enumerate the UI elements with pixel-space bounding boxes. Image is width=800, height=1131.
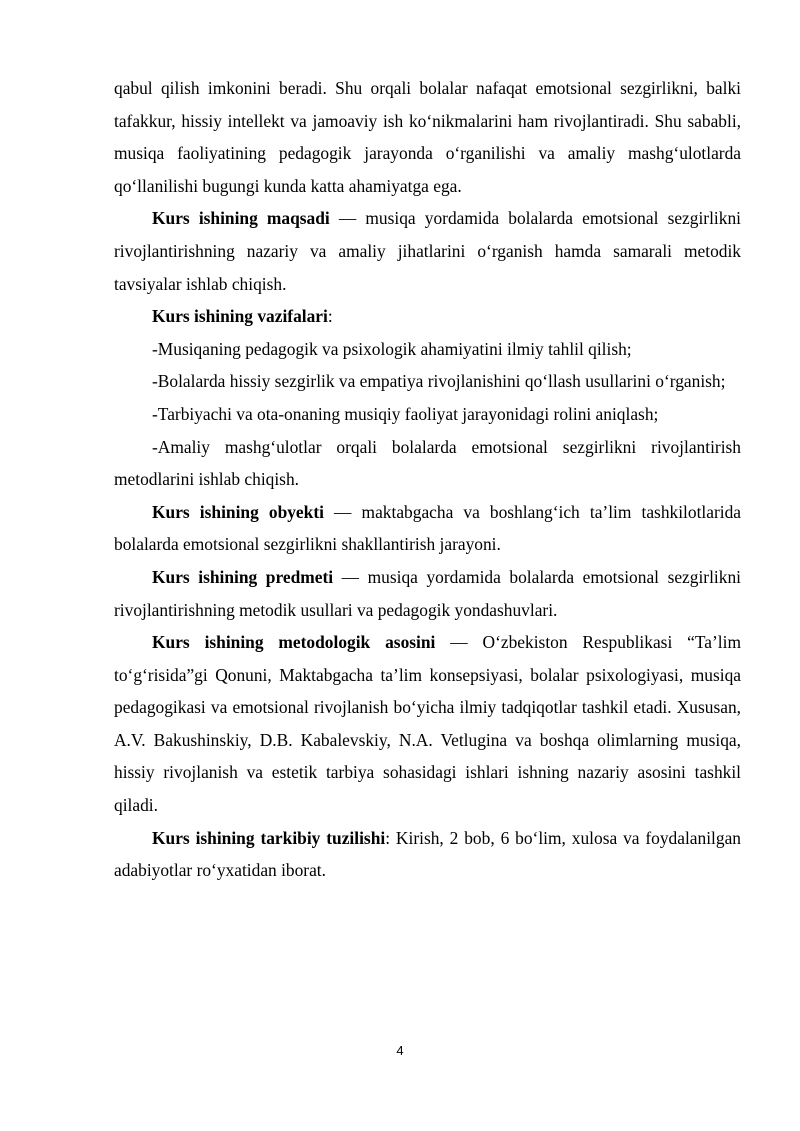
- tasks-heading: Kurs ishining vazifalari: [152, 306, 328, 327]
- methodology-heading: Kurs ishining metodologik asosini: [152, 632, 436, 653]
- goal-text: — musiqa yordamida bolalarda emotsional sezgirlikni rivojlantirishning nazariy va amaliy jihatlarini o‘rganish hamda samarali metodik tavsiyalar ishlab chiqish.: [114, 208, 741, 294]
- structure-heading: Kurs ishining tarkibiy tuzilishi: [152, 827, 386, 848]
- structure-text: : Kirish, 2 bob, 6 bo‘lim, xulosa va foydalanilgan adabiyotlar ro‘yxatidan iborat.: [114, 827, 741, 881]
- task-item-1: -Musiqaning pedagogik va psixologik ahamiyatini ilmiy tahlil qilish;: [152, 338, 632, 359]
- goal-heading: Kurs ishining maqsadi: [152, 208, 330, 229]
- paragraph-subject: [114, 561, 741, 626]
- subject-heading: Kurs ishining predmeti: [152, 566, 334, 587]
- page-number: 4: [396, 1043, 404, 1058]
- subject-text: — musiqa yordamida bolalarda emotsional sezgirlikni rivojlantirishning metodik usullari va pedagogik yondashuvlari.: [114, 566, 741, 620]
- paragraph-goal: [114, 202, 741, 300]
- task-item-3: -Tarbiyachi va ota-onaning musiqiy faoliyat jarayonidagi rolini aniqlash;: [152, 403, 659, 424]
- paragraph-object: [114, 496, 741, 561]
- paragraph-intro-continuation: qabul qilish imkonini beradi. Shu orqali bolalar nafaqat emotsional sezgirlikni, balki tafakkur, hissiy intellekt va jamoaviy ish ko‘nikmalarini ham rivojlantiradi. Shu sababli, musiqa faoliyatining pedagogik jarayonda o‘rganilishi va amaliy mashg‘ulotlarda qo‘llanilishi bugungi kunda katta ahamiyatga ega.: [114, 78, 741, 196]
- object-text: — maktabgacha va boshlang‘ich ta’lim tashkilotlarida bolalarda emotsional sezgirlikni shakllantirish jarayoni.: [114, 501, 741, 555]
- tasks-colon: :: [327, 306, 333, 327]
- object-heading: Kurs ishining obyekti: [152, 501, 324, 522]
- paragraph-structure: [114, 822, 741, 887]
- task-item-2: -Bolalarda hissiy sezgirlik va empatiya rivojlanishini qo‘llash usullarini o‘rganish;: [152, 371, 726, 392]
- paragraph-methodology: [114, 626, 741, 822]
- methodology-text: — O‘zbekiston Respublikasi “Ta’lim to‘g‘risida”gi Qonuni, Maktabgacha ta’lim konsepsiyasi, bolalar psixologiyasi, musiqa pedagogikasi va emotsional rivojlanish bo‘yicha ilmiy tadqiqotlar tashkil etadi. Xususan, A.V. Bakushinskiy, D.B. Kabalevskiy, N.A. Vetlugina va boshqa olimlarning musiqa, hissiy rivojlanish va estetik tarbiya sohasidagi ishlari ishning nazariy asosini tashkil qiladi.: [114, 632, 741, 816]
- task-item-4: -Amaliy mashg‘ulotlar orqali bolalarda emotsional sezgirlikni rivojlantirish metodlarini ishlab chiqish.: [114, 436, 741, 490]
- page-body: [114, 72, 741, 887]
- paragraph-tasks-heading: [114, 300, 741, 333]
